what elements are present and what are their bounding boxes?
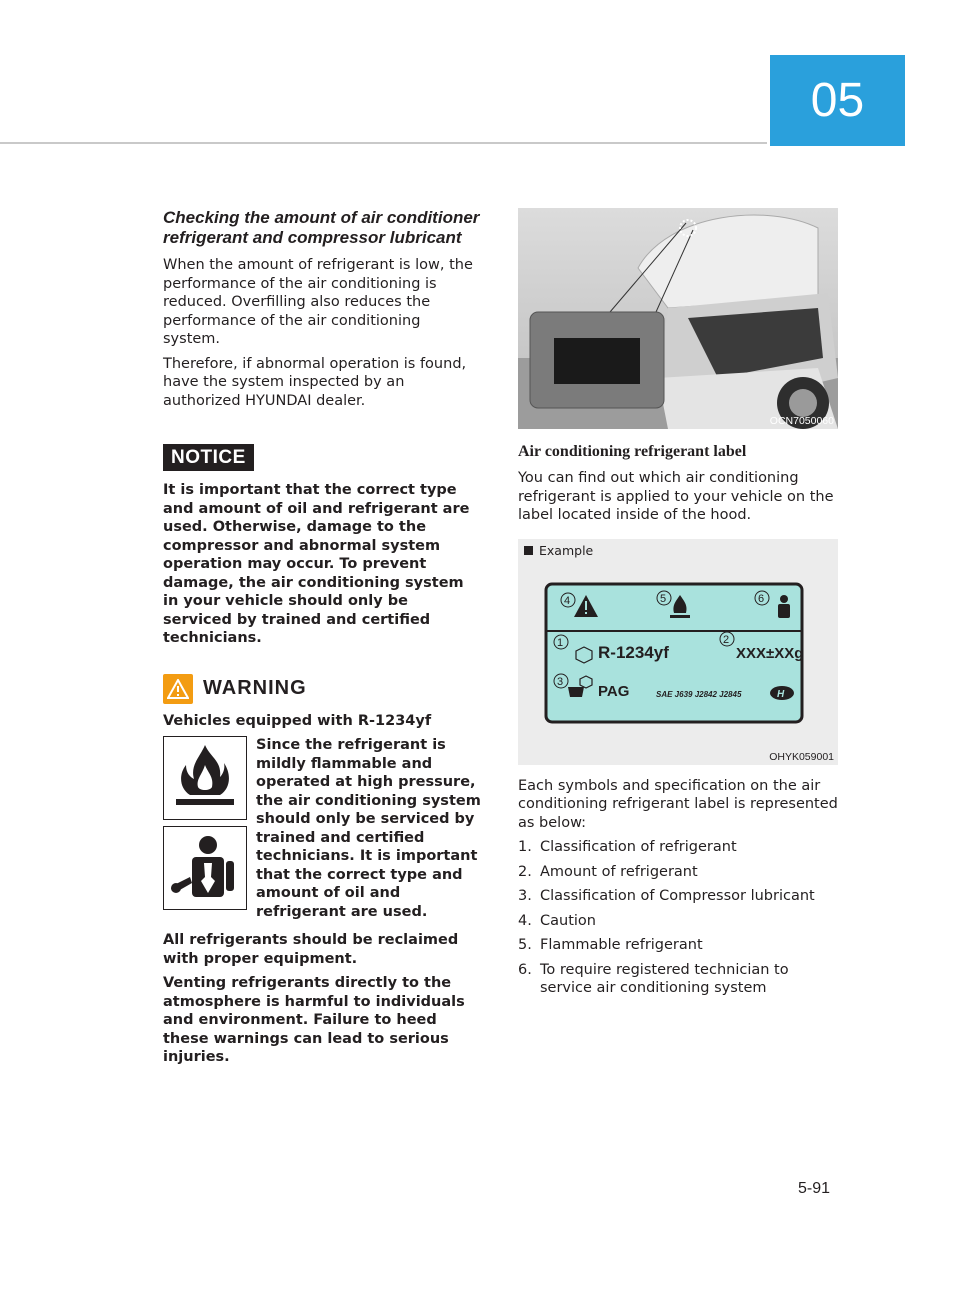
flammable-icon: [163, 736, 247, 820]
warning-triangle-icon: [163, 674, 193, 704]
notice-text: It is important that the correct type and amount of oil and refrigerant are used. Otherwise, damage to the compressor and abnormal system operation may occur. To prevent damage, the air conditioning system in your vehicle should only be serviced by trained and certified technicians.: [163, 482, 470, 646]
figure-code: OCN7050060: [769, 415, 834, 427]
example-tag: [524, 543, 593, 558]
label-oil: PAG: [598, 682, 630, 700]
svg-text:H: H: [777, 688, 785, 700]
caption-text: You can find out which air conditioning refrigerant is applied to your vehicle on the label located inside of the hood.: [518, 470, 834, 523]
square-bullet-icon: [524, 546, 533, 555]
list-item: 4. Caution: [518, 912, 596, 929]
chapter-tab: [770, 55, 905, 146]
example-label: Example: [539, 542, 594, 558]
label-n2: 2: [723, 633, 730, 646]
label-n5: 5: [660, 592, 667, 605]
warning-label: WARNING: [203, 677, 307, 699]
refrigerant-label: [518, 539, 838, 765]
label-n6: 6: [758, 592, 765, 605]
figure-code-2: OHYK059001: [769, 750, 834, 763]
warning-side-text: Since the refrigerant is mildly flammable and operated at high pressure, the air conditioning system should only be serviced by trained and certified technicians. It is important that the correct type and amount of oil and refrigerant are used.: [256, 737, 481, 920]
warning-reclaim-text: All refrigerants should be reclaimed with proper equipment.: [163, 932, 459, 967]
left-column: [163, 208, 481, 1073]
hood-photo: [518, 208, 838, 429]
warning-intro: Vehicles equipped with R-1234yf: [163, 712, 432, 729]
label-sae: SAE J639 J2842 J2845: [656, 689, 742, 699]
header-rule: [0, 142, 767, 144]
page-number: 5-91: [798, 1180, 831, 1197]
list-item: 6. To require registered technician to service air conditioning system: [518, 961, 789, 996]
label-n4: 4: [564, 594, 571, 607]
list-item: 2. Amount of refrigerant: [518, 863, 698, 880]
paragraph-refrigerant-low: When the amount of refrigerant is low, the performance of the air conditioning is reduced. Overfilling also reduces the performance of the air conditioning system.: [163, 257, 473, 347]
warning-header: [163, 674, 481, 704]
figure-caption: Air conditioning refrigerant label: [518, 443, 747, 460]
list-item: 5. Flammable refrigerant: [518, 937, 703, 953]
label-n3: 3: [557, 675, 564, 688]
notice-badge: NOTICE: [163, 444, 254, 471]
paragraph-inspection: Therefore, if abnormal operation is found, have the system inspected by an authorized HYUNDAI dealer.: [163, 355, 467, 409]
label-refrigerant: R-1234yf: [598, 642, 669, 662]
list-item: 1. Classification of refrigerant: [518, 839, 737, 855]
symbol-list: [518, 838, 838, 998]
technician-icon: [163, 826, 247, 910]
list-item: 3. Classification of Compressor lubricant: [518, 888, 815, 904]
label-amount: XXX±XXg: [736, 644, 804, 662]
label-n1: 1: [557, 636, 564, 649]
right-column: [518, 208, 838, 1004]
warning-icon-row: [163, 736, 481, 927]
chapter-number: 05: [810, 74, 865, 127]
symbols-intro: Each symbols and specification on the air conditioning refrigerant label is represented as below:: [518, 777, 838, 831]
section-heading: Checking the amount of air conditioner refrigerant and compressor lubricant: [163, 208, 480, 247]
label-figure: [518, 539, 838, 765]
warning-venting-text: Venting refrigerants directly to the atmosphere is harmful to individuals and environment. Failure to heed these warnings can lead to serious injuries.: [163, 975, 465, 1065]
